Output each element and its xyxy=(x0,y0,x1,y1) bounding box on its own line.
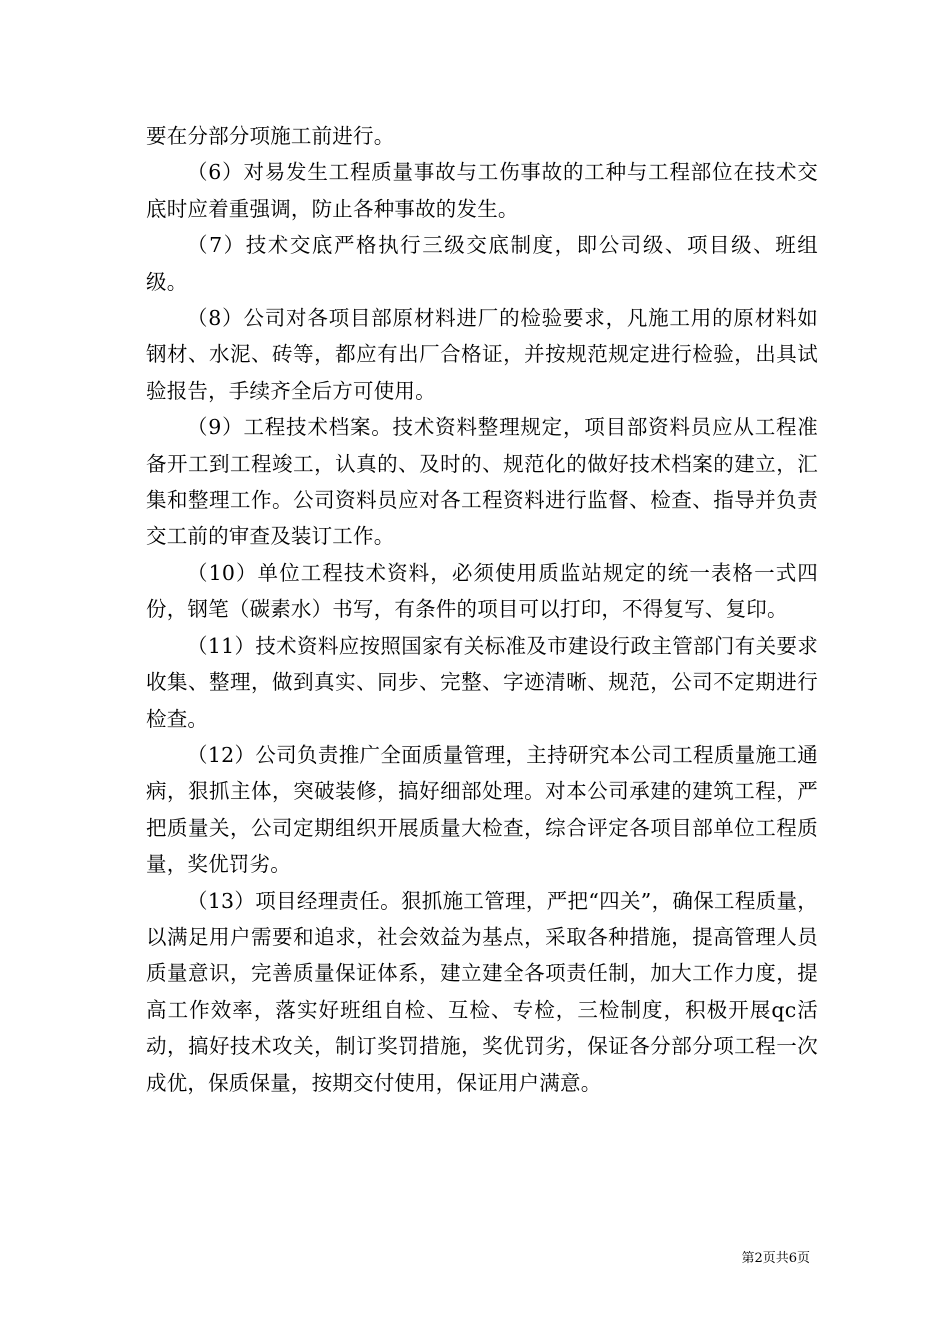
paragraph-item-6: （6）对易发生工程质量事故与工伤事故的工种与工程部位在技术交底时应着重强调，防止各种事故的发生。 xyxy=(146,160,818,221)
paragraph-continuation: 要在分部分项施工前进行。 xyxy=(146,124,395,148)
body-text xyxy=(146,118,818,1101)
paragraph-item-7: （7）技术交底严格执行三级交底制度，即公司级、项目级、班组级。 xyxy=(146,233,818,294)
paragraph-item-13: （13）项目经理责任。狠抓施工管理，严把“四关”，确保工程质量，以满足用户需要和追求，社会效益为基点，采取各种措施，提高管理人员质量意识，完善质量保证体系，建立建全各项责任制，加大工作力度，提高工作效率，落实好班组自检、互检、专检，三检制度，积极开展qc活动，搞好技术攻关，制订奖罚措施，奖优罚劣，保证各分部分项工程一次成优，保质保量，按期交付使用，保证用户满意。 xyxy=(146,888,818,1095)
paragraph-item-9: （9）工程技术档案。技术资料整理规定，项目部资料员应从工程准备开工到工程竣工，认真的、及时的、规范化的做好技术档案的建立，汇集和整理工作。公司资料员应对各工程资料进行监督、检查、指导并负责交工前的审查及装订工作。 xyxy=(146,415,818,549)
paragraph-item-8: （8）公司对各项目部原材料进厂的检验要求，凡施工用的原材料如钢材、水泥、砖等，都应有出厂合格证，并按规范规定进行检验，出具试验报告，手续齐全后方可使用。 xyxy=(146,306,818,403)
paragraph-item-12: （12）公司负责推广全面质量管理，主持研究本公司工程质量施工通病，狠抓主体，突破装修，搞好细部处理。对本公司承建的建筑工程，严把质量关，公司定期组织开展质量大检查，综合评定各项目部单位工程质量，奖优罚劣。 xyxy=(146,742,818,877)
paragraph-item-10: （10）单位工程技术资料，必须使用质监站规定的统一表格一式四份，钢笔（碳素水）书写，有条件的项目可以打印，不得复写、复印。 xyxy=(146,560,818,622)
paragraph-item-11: （11）技术资料应按照国家有关标准及市建设行政主管部门有关要求收集、整理，做到真实、同步、完整、字迹清晰、规范，公司不定期进行检查。 xyxy=(146,633,818,731)
page-number-footer: 第2页共6页 xyxy=(741,1251,810,1266)
